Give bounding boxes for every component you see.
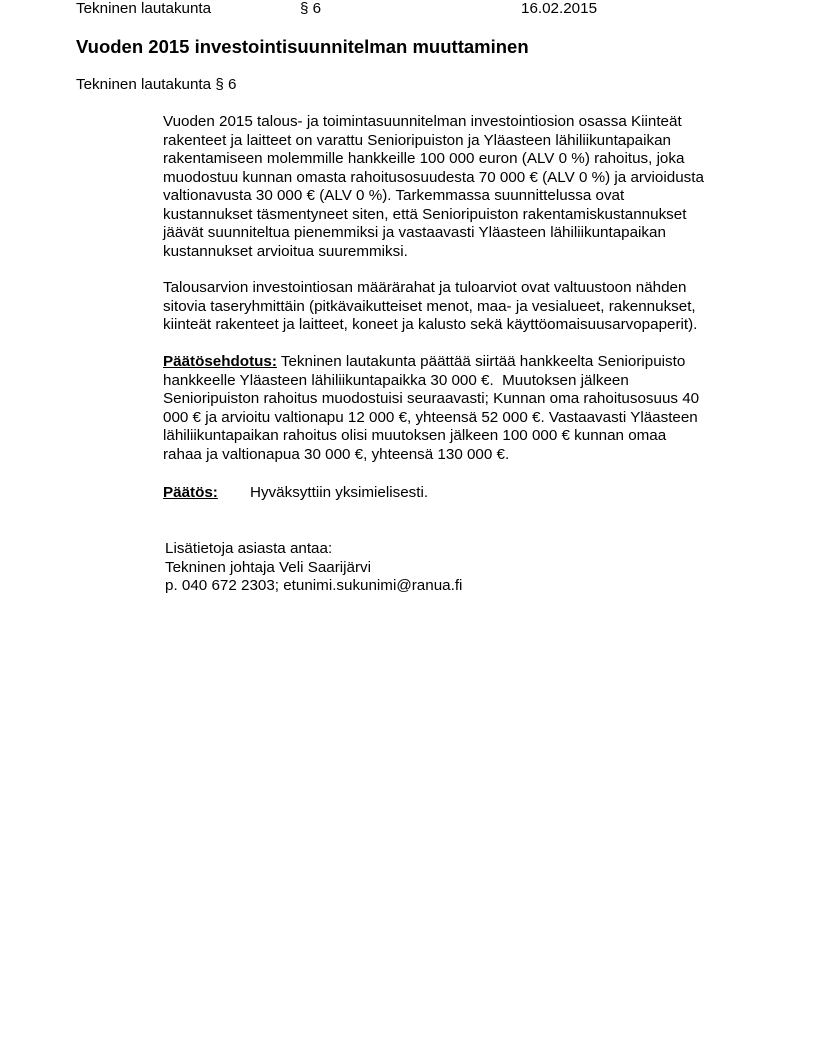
text-line: lähiliikuntapaikan rahoitus olisi muutoksen jälkeen 100 000 € kunnan omaa [163,427,667,444]
contact-line: p. 040 672 2303; etunimi.sukunimi@ranua.fi [165,577,463,594]
text-line: Senioripuiston rahoitus muodostuisi seuraavasti; Kunnan oma rahoitusosuus 40 [163,390,700,407]
text-line: muodostuu kunnan omasta rahoitusosuudesta 70 000 € (ALV 0 %) ja arvioidusta [163,168,704,186]
document-title: Vuoden 2015 investointisuunnitelman muuttaminen [76,36,529,57]
text-line: kustannukset täsmentyneet siten, että Senioripuiston rakentamiskustannukset [163,205,687,223]
contact-line: Tekninen johtaja Veli Saarijärvi [165,558,371,576]
proposal-first-line [163,353,699,372]
proposal-label: Päätösehdotus: [163,353,277,370]
text-line: rakentamiseen molemmille hankkeille 100 000 euron (ALV 0 %) rahoitus, joka [163,150,685,167]
decision-label: Päätös: [163,484,218,501]
proposal-text: Tekninen lautakunta päättää siirtää hankkeelta Senioripuisto [276,353,686,370]
header-date: 16.02.2015 [521,0,598,17]
text-line: sitovia taseryhmittäin (pitkävaikutteiset menot, maa- ja vesialueet, rakennukset, [163,297,696,315]
text-line: Vuoden 2015 talous- ja toimintasuunnitelman investointiosion osassa Kiinteät [163,113,682,130]
text-line: rakenteet ja laitteet on varattu Senioripuiston ja Yläasteen lähiliikuntapaikan [163,131,671,149]
contact-info [165,540,462,596]
header-section: § 6 [300,0,322,17]
subtitle: Tekninen lautakunta § 6 [76,76,237,93]
text-line: Talousarvion investointiosan määrärahat ja tuloarviot ovat valtuustoon nähden [163,279,687,296]
decision-text: Hyväksyttiin yksimielisesti. [250,484,429,501]
paragraph-2 [163,279,697,335]
proposal-paragraph [163,353,699,464]
text-line: 000 € ja arvioitu valtionapu 12 000 €, yhteensä 52 000 €. Vastaavasti Yläasteen [163,408,698,426]
text-line: kiinteät rakenteet ja laitteet, koneet ja kalusto sekä käyttöomaisuusarvopaperit). [163,316,698,333]
header-committee: Tekninen lautakunta [76,0,212,17]
text-line: rahaa ja valtionapua 30 000 €, yhteensä 130 000 €. [163,445,510,463]
decision [163,484,429,503]
text-line: hankkeelle Yläasteen lähiliikuntapaikka 30 000 €. Muutoksen jälkeen [163,371,629,389]
text-line: kustannukset arvioitua suuremmiksi. [163,242,408,260]
text-line: valtionavusta 30 000 € (ALV 0 %). Tarkemmassa suunnittelussa ovat [163,187,625,204]
contact-line: Lisätietoja asiasta antaa: [165,540,333,557]
text-line: jäävät suunniteltua pienemmiksi ja vastaavasti Yläasteen lähiliikuntapaikan [163,224,666,241]
paragraph-1 [163,113,704,261]
